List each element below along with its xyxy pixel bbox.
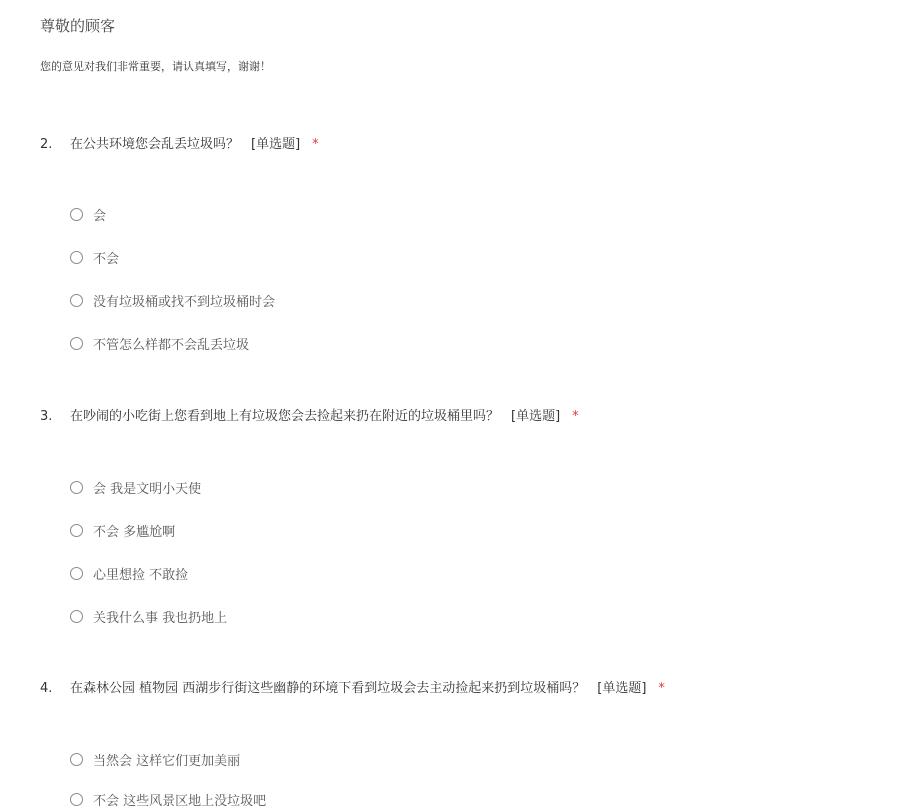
option-label: 不会	[93, 251, 120, 267]
question-type-tag: [单选题]	[251, 137, 301, 152]
option-label: 没有垃圾桶或找不到垃圾桶时会	[93, 294, 276, 310]
radio-button[interactable]	[70, 481, 83, 494]
option-row[interactable]	[70, 521, 175, 539]
option-row[interactable]	[70, 478, 201, 496]
option-label: 会 我是文明小天使	[93, 481, 202, 497]
radio-button[interactable]	[70, 524, 83, 537]
radio-button[interactable]	[70, 793, 83, 806]
required-mark: *	[312, 137, 319, 152]
question-type-tag: [单选题]	[597, 681, 647, 696]
radio-button[interactable]	[70, 337, 83, 350]
required-mark: *	[572, 409, 579, 424]
radio-button[interactable]	[70, 251, 83, 264]
greeting-heading: 尊敬的顾客	[40, 17, 116, 35]
option-label: 当然会 这样它们更加美丽	[93, 753, 241, 769]
question-number: 3.	[40, 409, 53, 424]
radio-button[interactable]	[70, 567, 83, 580]
radio-button[interactable]	[70, 753, 83, 766]
option-row[interactable]	[70, 248, 119, 266]
option-label: 不管怎么样都不会乱丢垃圾	[93, 337, 250, 353]
option-row[interactable]	[70, 334, 249, 352]
option-row[interactable]	[70, 790, 266, 808]
survey-description: 您的意见对我们非常重要，请认真填写，谢谢！	[40, 60, 271, 73]
required-mark: *	[658, 681, 665, 696]
option-row[interactable]	[70, 205, 106, 223]
question-title	[40, 408, 579, 426]
question-title	[40, 136, 319, 154]
question-number: 2.	[40, 137, 53, 152]
option-label: 不会 这些风景区地上没垃圾吧	[93, 793, 267, 809]
option-row[interactable]	[70, 750, 240, 768]
option-row[interactable]	[70, 291, 275, 309]
question-type-tag: [单选题]	[511, 409, 561, 424]
radio-button[interactable]	[70, 294, 83, 307]
radio-button[interactable]	[70, 208, 83, 221]
question-text: 在森林公园 植物园 西湖步行街这些幽静的环境下看到垃圾会去主动捡起来扔到垃圾桶吗？	[70, 681, 586, 696]
question-text: 在吵闹的小吃街上您看到地上有垃圾您会去捡起来扔在附近的垃圾桶里吗？	[70, 409, 500, 424]
survey-intro	[40, 14, 271, 73]
option-label: 心里想捡 不敢捡	[93, 567, 189, 583]
question-text: 在公共环境您会乱丢垃圾吗？	[70, 137, 240, 152]
question-title	[40, 680, 665, 698]
question-number: 4.	[40, 681, 53, 696]
option-row[interactable]	[70, 607, 227, 625]
option-label: 不会 多尴尬啊	[93, 524, 176, 540]
option-row[interactable]	[70, 564, 188, 582]
option-label: 关我什么事 我也扔地上	[93, 610, 228, 626]
radio-button[interactable]	[70, 610, 83, 623]
option-label: 会	[93, 208, 107, 224]
